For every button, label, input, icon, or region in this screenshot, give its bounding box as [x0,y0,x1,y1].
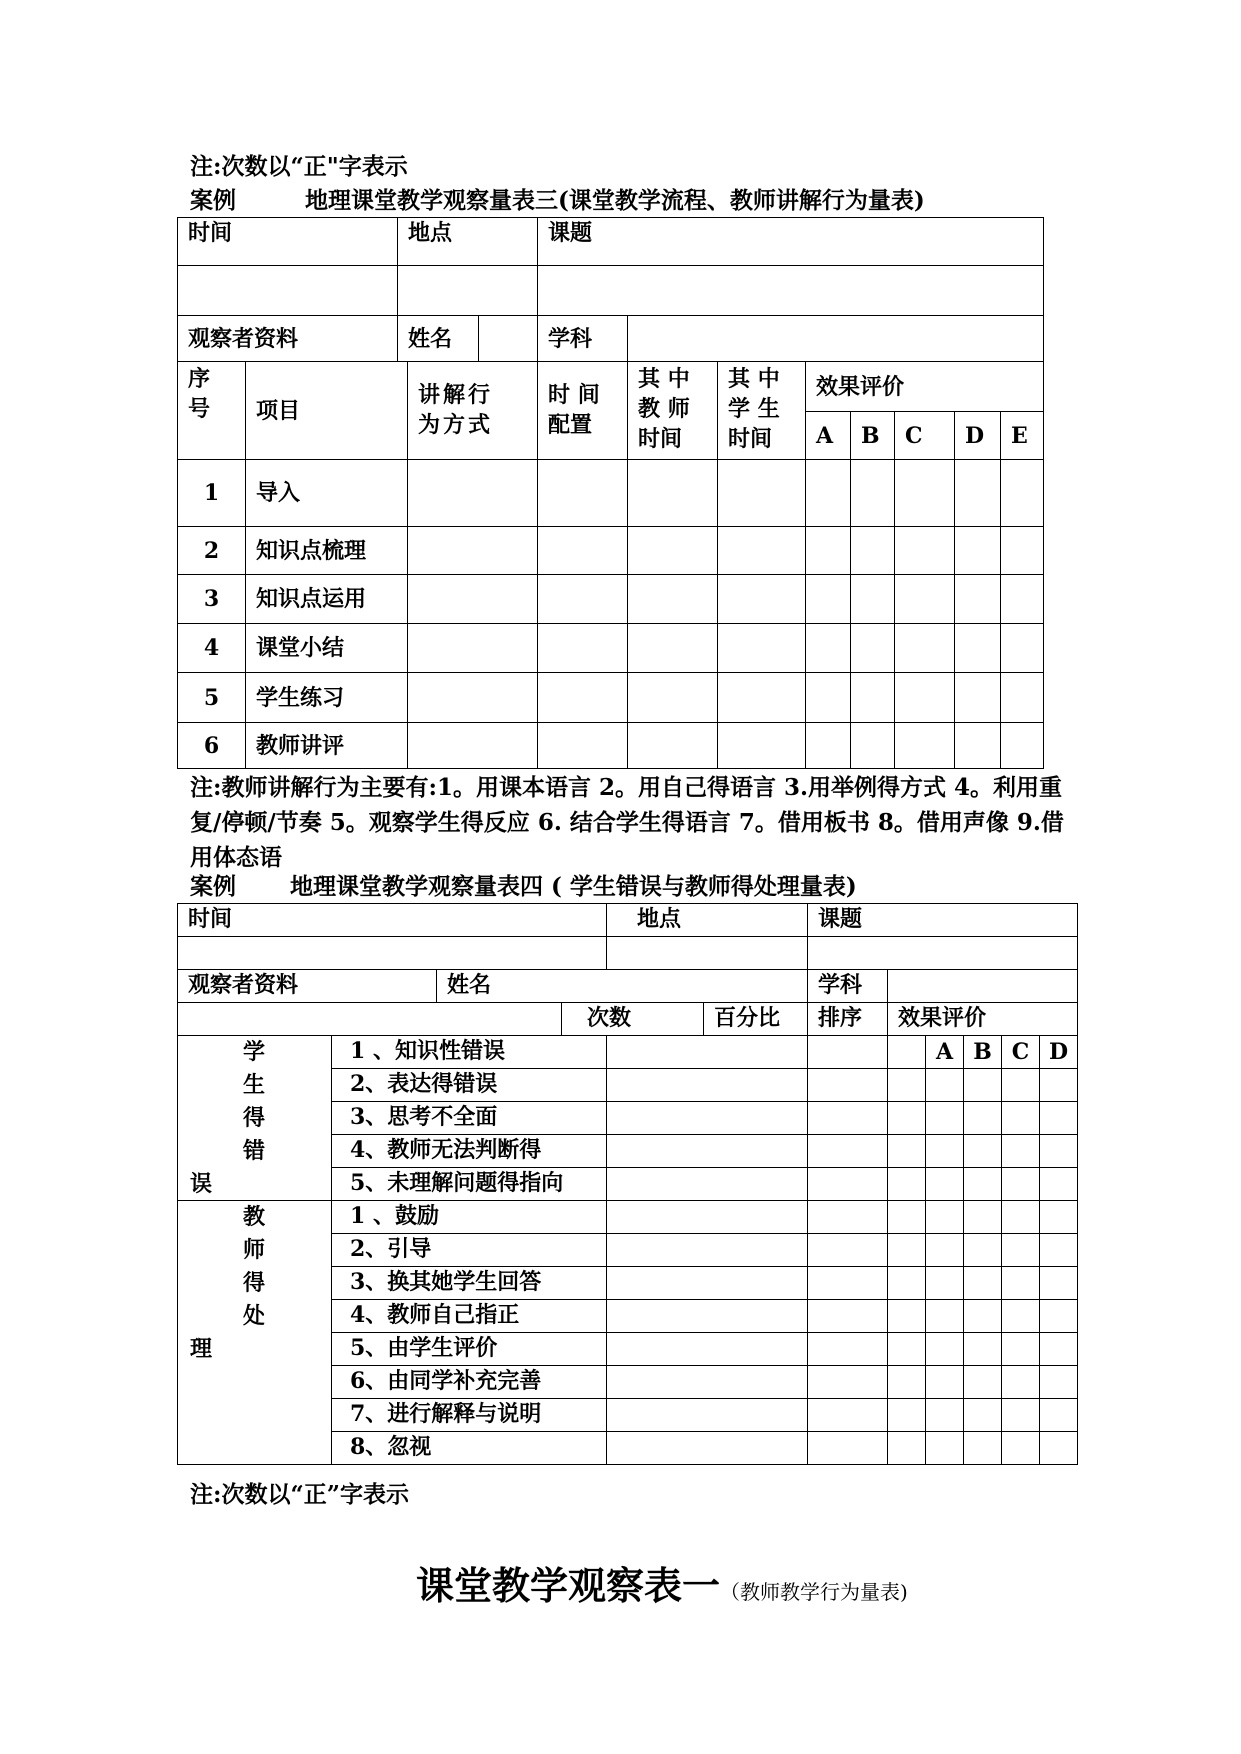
error-item: 3、思考不全面 [332,1102,607,1135]
row-item: 课堂小结 [246,624,408,673]
subject-label: 学科 [808,970,888,1003]
table4-caption: 案例 地理课堂教学观察量表四 ( 学生错误与教师得处理量表) [190,873,857,900]
name-label [398,316,538,362]
grade-a: A [926,1036,964,1069]
row-number: 5 [178,673,246,723]
name-divider [478,316,479,362]
header-time-alloc: 时 间配置 [538,362,628,460]
error-item: 4、教师无法判断得 [332,1135,607,1168]
place-label: 地点 [607,904,808,937]
observer-label: 观察者资料 [178,970,437,1003]
table-row [178,624,1044,673]
grade-c: C [1002,1036,1040,1069]
header-rank: 排序 [808,1003,888,1036]
grade-b: B [964,1036,1002,1069]
handling-item: 2、引导 [332,1234,607,1267]
note-bottom: 注:次数以“正”字表示 [190,1481,409,1508]
grade-b: B [851,412,895,460]
row-item: 导入 [246,460,408,527]
header-item: 项目 [246,362,408,460]
name-label-text: 姓名 [408,325,453,352]
error-item: 1 、知识性错误 [332,1036,607,1069]
handling-item: 3、换其她学生回答 [332,1267,607,1300]
handling-item: 8、忽视 [332,1432,607,1465]
topic-label: 课题 [808,904,1078,937]
table-row [178,527,1044,575]
topic-label: 课题 [538,218,1044,266]
header-blank [178,1003,562,1036]
footer-title: 课堂教学观察表一 [416,1564,721,1608]
header-eval: 效果评价 [888,1003,1078,1036]
note-middle: 注:教师讲解行为主要有:1。用课本语言 2。用自己得语言 3.用举例得方式 4。利用重复/停顿/节奏 5。观察学生得反应 6. 结合学生得语言 7。借用板书 8。借用声像 9.借用体态语 [190,774,1064,871]
name-label: 姓名 [437,970,808,1003]
place-label: 地点 [398,218,538,266]
student-errors-label: 学 生 得 错 误 [178,1036,332,1201]
handling-item: 1 、鼓励 [332,1201,607,1234]
observation-table-3 [177,217,1044,769]
handling-item: 6、由同学补充完善 [332,1366,607,1399]
header-student-time: 其 中学 生时间 [718,362,806,460]
topic-value [538,266,1044,316]
subject-value [628,316,1044,362]
error-item: 2、表达得错误 [332,1069,607,1102]
error-item: 5、未理解问题得指向 [332,1168,607,1201]
row-item: 知识点梳理 [246,527,408,575]
header-mode: 讲解行为方式 [408,362,538,460]
grade-d: D [1040,1036,1078,1069]
row-number: 1 [178,460,246,527]
row-item: 教师讲评 [246,723,408,769]
grade-e: E [1001,412,1044,460]
row-item: 知识点运用 [246,575,408,624]
row-item: 学生练习 [246,673,408,723]
row-number: 2 [178,527,246,575]
handling-item: 4、教师自己指正 [332,1300,607,1333]
time-label: 时间 [178,218,398,266]
subject-value [888,970,1078,1003]
table-row [178,575,1044,624]
row-number: 6 [178,723,246,769]
footer-heading [416,1555,908,1610]
handling-item: 5、由学生评价 [332,1333,607,1366]
grade-a: A [806,412,851,460]
place-value [398,266,538,316]
time-label: 时间 [178,904,607,937]
table-row [178,460,1044,527]
place-value [607,937,808,970]
time-value [178,937,607,970]
header-count: 次数 [562,1003,704,1036]
footer-subtitle: （教师教学行为量表) [720,1580,908,1604]
observer-label: 观察者资料 [178,316,398,362]
row-number: 3 [178,575,246,624]
note-top: 注:次数以“正"字表示 [190,153,408,180]
header-eval: 效果评价 [806,362,1044,412]
observation-table-4 [177,903,1078,1465]
subject-label: 学科 [538,316,628,362]
topic-value [808,937,1078,970]
grade-d: D [955,412,1001,460]
teacher-handling-label: 教 师 得 处 理 [178,1201,332,1465]
table-row [178,723,1044,769]
header-seq: 序号 [178,362,246,460]
header-percent: 百分比 [704,1003,808,1036]
handling-item: 7、进行解释与说明 [332,1399,607,1432]
time-value [178,266,398,316]
header-teacher-time: 其 中教 师时间 [628,362,718,460]
grade-c: C [895,412,955,460]
row-number: 4 [178,624,246,673]
table-row [178,673,1044,723]
table3-caption: 案例 地理课堂教学观察量表三(课堂教学流程、教师讲解行为量表) [190,187,925,214]
